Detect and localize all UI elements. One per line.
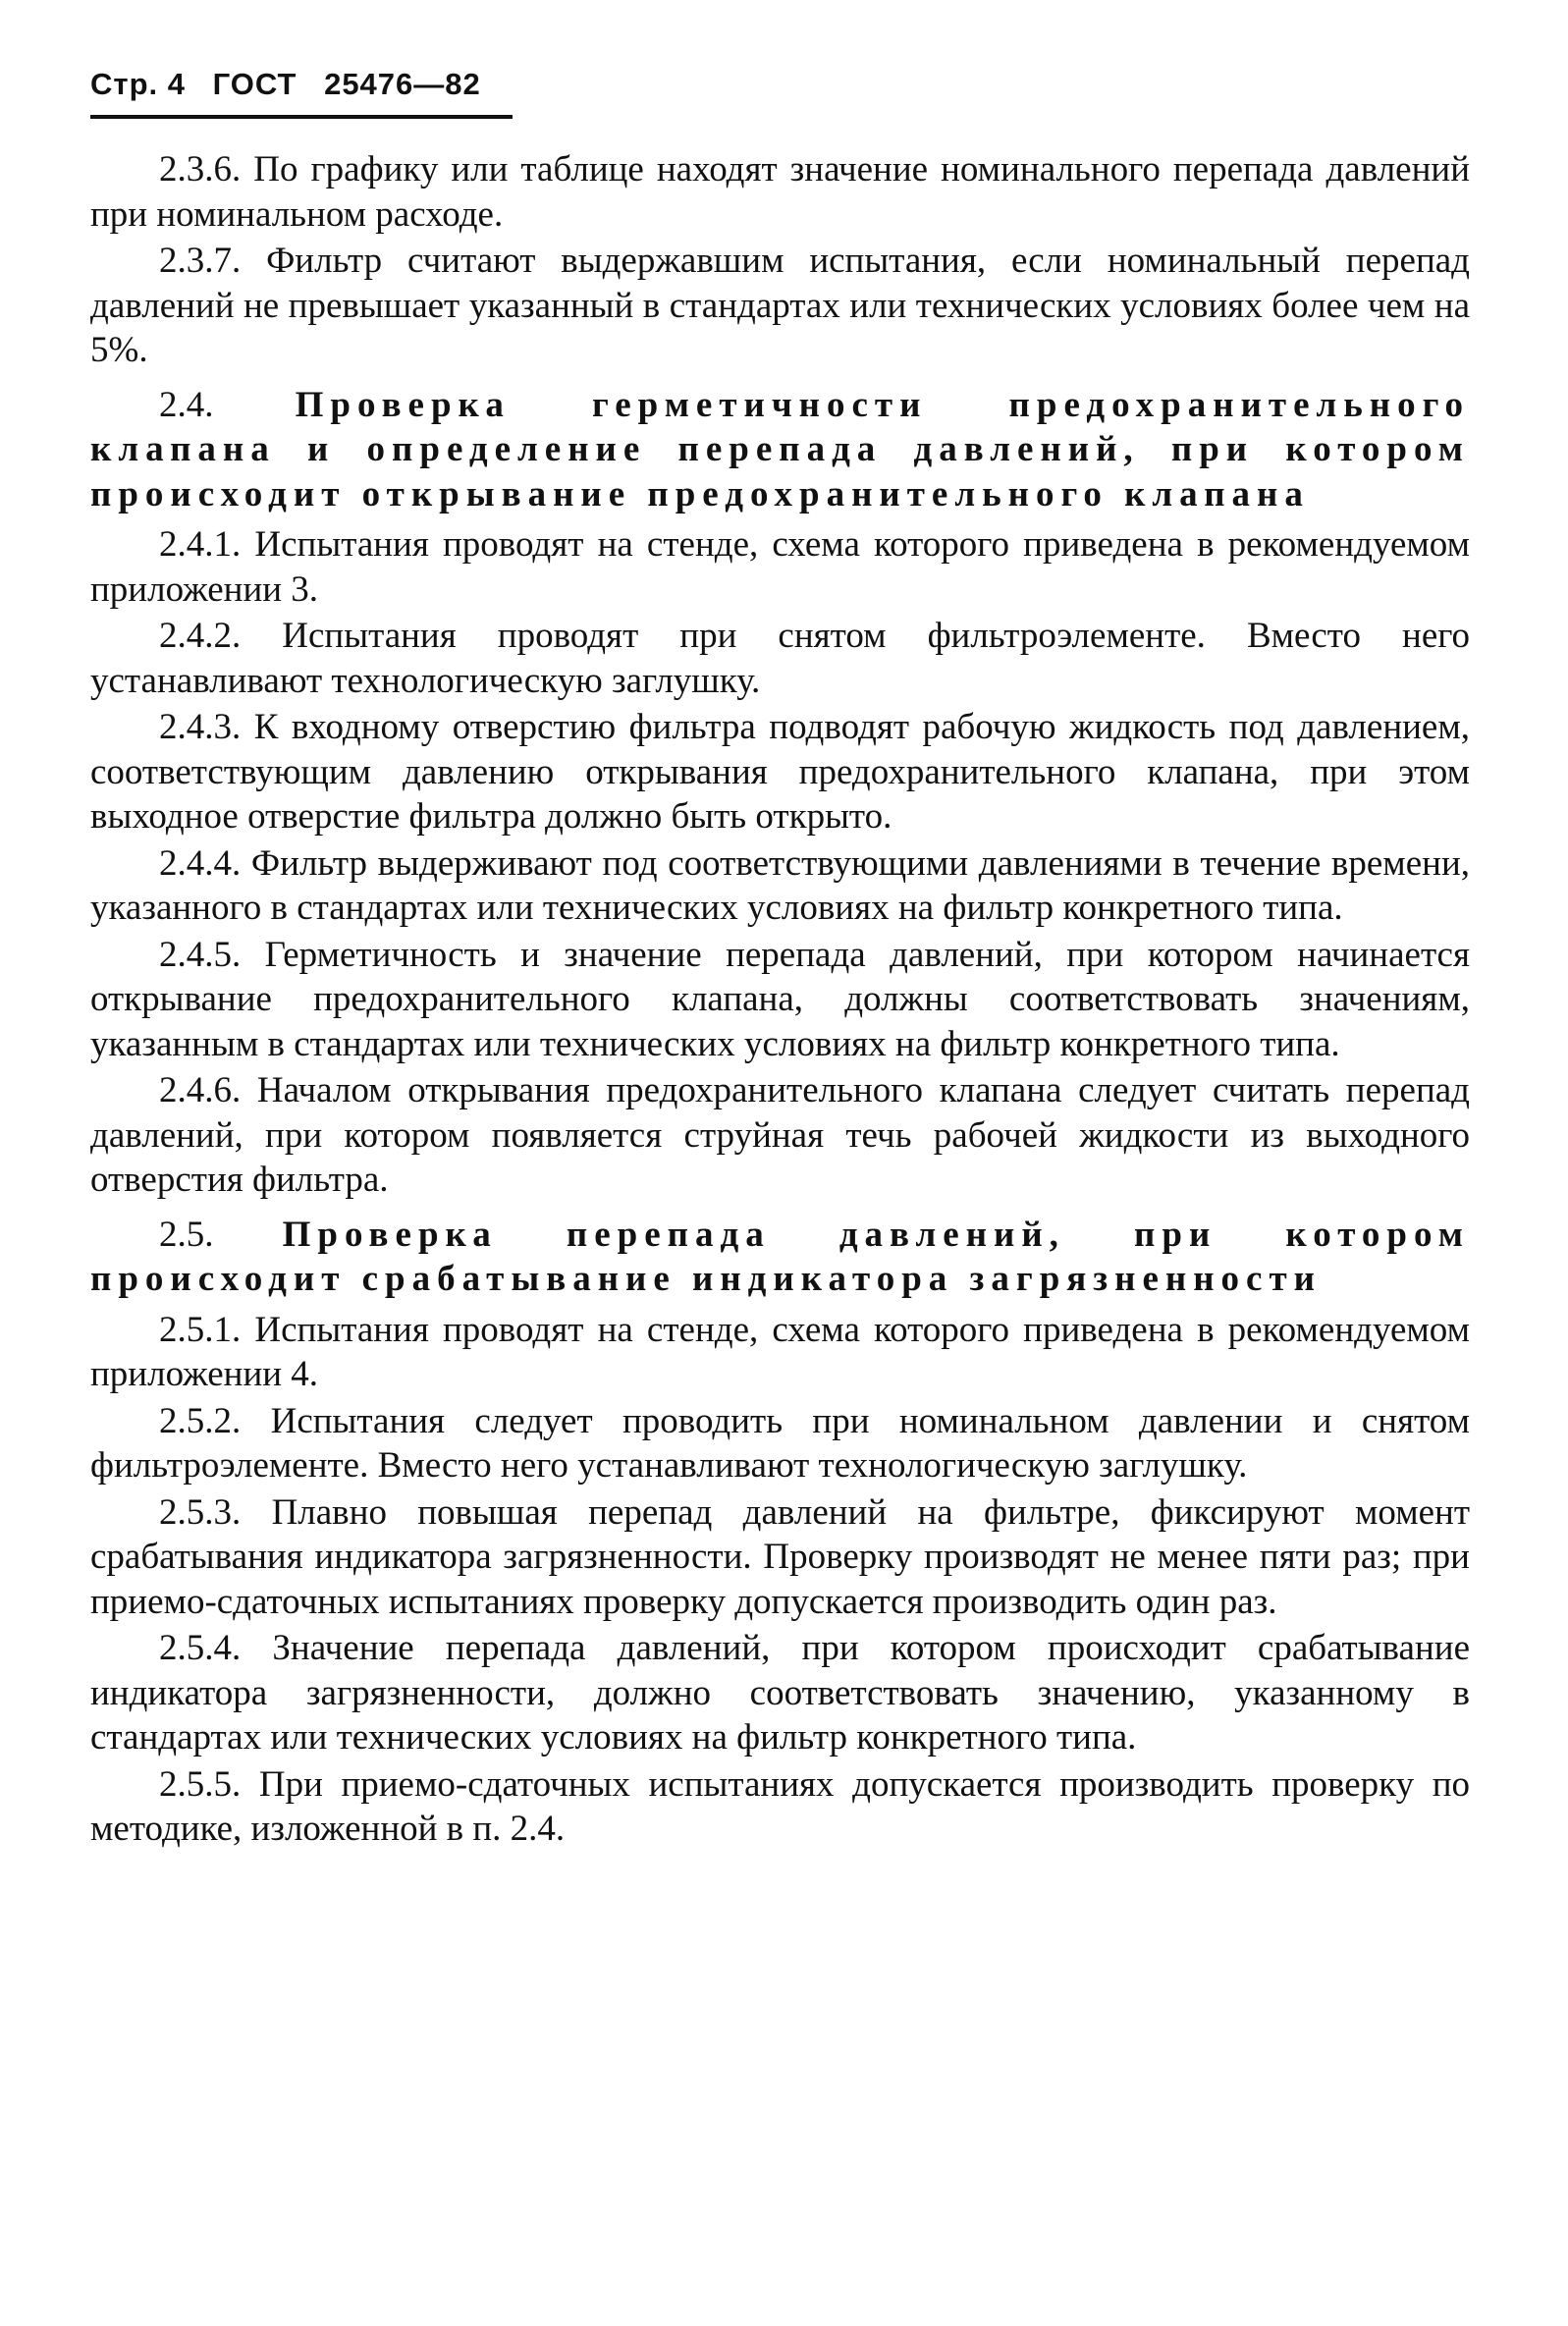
paragraph-2-3-6: 2.3.6. По графику или таблице находят значение номинального перепада давлений при номинальном расходе.	[90, 149, 1470, 235]
page-header	[90, 67, 499, 102]
paragraph-2-5-4: 2.5.4. Значение перепада давлений, при котором происходит срабатывание индикатора загрязненности, должно соответствовать значению, указанному в стандартах или технических условиях на фильтр конкретного типа.	[90, 1628, 1470, 1758]
page-label: Стр. 4	[90, 67, 186, 101]
header-rule	[90, 115, 513, 119]
paragraph-2-5-3: 2.5.3. Плавно повышая перепад давлений на фильтре, фиксируют момент срабатывания индикатора загрязненности. Проверку производят не менее пяти раз; при приемо-сдаточных испытаниях проверку допускается производить один раз.	[90, 1491, 1470, 1622]
standard-label: ГОСТ	[212, 67, 297, 101]
paragraph-2-5-2: 2.5.2. Испытания следует проводить при номинальном давлении и снятом фильтроэлементе. Вместо него устанавливают технологическую заглушку.	[90, 1400, 1471, 1486]
standard-number: 25476—82	[324, 67, 481, 101]
document-body	[90, 147, 1470, 1854]
paragraph-2-4-4: 2.4.4. Фильтр выдерживают под соответствующими давлениями в течение времени, указанного в стандартах или технических условиях на фильтр конкретного типа.	[90, 842, 1470, 928]
paragraph-2-4-5: 2.4.5. Герметичность и значение перепада давлений, при котором начинается открывание предохранительного клапана, должны соответствовать значениям, указанным в стандартах или технических условиях на фильтр конкретного типа.	[90, 934, 1470, 1064]
section-heading-2-5: 2.5. Проверка перепада давлений, при котором происходит срабатывание индикатора загрязненности	[90, 1214, 1470, 1299]
paragraph-2-4-2: 2.4.2. Испытания проводят при снятом фильтроэлементе. Вместо него устанавливают технологическую заглушку.	[90, 616, 1470, 701]
paragraph-2-4-3: 2.4.3. К входному отверстию фильтра подводят рабочую жидкость под давлением, соответствующим давлению открывания предохранительного клапана, при этом выходное отверстие фильтра должно быть открыто.	[90, 707, 1471, 837]
paragraph-2-3-7: 2.3.7. Фильтр считают выдержавшим испытания, если номинальный перепад давлений не превышает указанный в стандартах или технических условиях более чем на 5%.	[90, 241, 1470, 370]
paragraph-2-4-6: 2.4.6. Началом открывания предохранительного клапана следует считать перепад давлений, при котором появляется струйная течь рабочей жидкости из выходного отверстия фильтра.	[90, 1070, 1470, 1200]
paragraph-2-5-1: 2.5.1. Испытания проводят на стенде, схема которого приведена в рекомендуемом приложении 4.	[90, 1309, 1471, 1394]
section-heading-2-4: 2.4. Проверка герметичности предохранительного клапана и определение перепада давлений, при котором происходит открывание предохранительного клапана	[90, 384, 1471, 514]
paragraph-2-5-5: 2.5.5. При приемо-сдаточных испытаниях допускается производить проверку по методике, изложенной в п. 2.4.	[90, 1763, 1471, 1849]
paragraph-2-4-1: 2.4.1. Испытания проводят на стенде, схема которого приведена в рекомендуемом приложении 3.	[90, 524, 1471, 610]
